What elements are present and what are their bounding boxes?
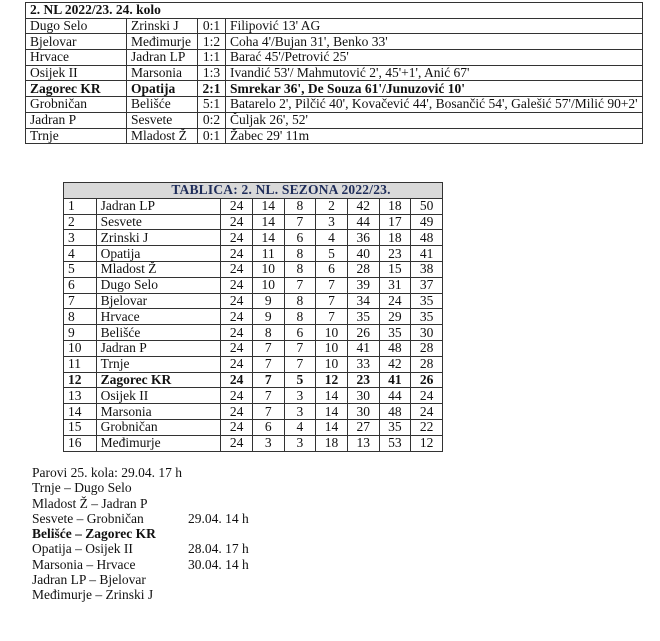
goals-for: 35 — [347, 309, 379, 325]
goals-for: 26 — [347, 325, 379, 341]
away-team: Međimurje — [127, 34, 198, 50]
games-played: 24 — [221, 388, 253, 404]
draws: 6 — [284, 230, 316, 246]
position: 8 — [64, 309, 97, 325]
position: 1 — [64, 198, 97, 214]
losses: 4 — [316, 230, 348, 246]
fixture-teams: Sesvete – Grobničan — [32, 510, 144, 526]
draws: 7 — [284, 277, 316, 293]
standings-row — [64, 388, 443, 404]
goal-scorers: Čuljak 26', 52' — [226, 112, 643, 128]
match-result-row — [26, 112, 643, 128]
games-played: 24 — [221, 340, 253, 356]
goals-against: 23 — [379, 246, 411, 262]
games-played: 24 — [221, 261, 253, 277]
goals-against: 35 — [379, 325, 411, 341]
standings-table — [63, 182, 443, 452]
wins: 14 — [252, 230, 284, 246]
points: 24 — [411, 404, 443, 420]
losses: 10 — [316, 356, 348, 372]
match-result-row — [26, 128, 643, 144]
team-name: Marsonia — [96, 404, 221, 420]
games-played: 24 — [221, 214, 253, 230]
draws: 3 — [284, 404, 316, 420]
standings-row — [64, 230, 443, 246]
team-name: Belišće — [96, 325, 221, 341]
away-team: Opatija — [127, 81, 198, 97]
position: 13 — [64, 388, 97, 404]
draws: 4 — [284, 419, 316, 435]
position: 6 — [64, 277, 97, 293]
results-title: 2. NL 2022/23. 24. kolo — [26, 3, 643, 19]
match-score: 0:1 — [198, 18, 226, 34]
match-score: 0:1 — [198, 128, 226, 144]
wins: 6 — [252, 419, 284, 435]
team-name: Mladost Ž — [96, 261, 221, 277]
home-team: Zagorec KR — [26, 81, 127, 97]
position: 2 — [64, 214, 97, 230]
position: 15 — [64, 419, 97, 435]
draws: 3 — [284, 435, 316, 451]
goals-for: 44 — [347, 214, 379, 230]
team-name: Zagorec KR — [96, 372, 221, 388]
points: 12 — [411, 435, 443, 451]
goals-against: 31 — [379, 277, 411, 293]
goals-for: 42 — [347, 198, 379, 214]
goals-against: 24 — [379, 293, 411, 309]
standings-row — [64, 419, 443, 435]
goals-for: 23 — [347, 372, 379, 388]
match-result-row — [26, 81, 643, 97]
wins: 10 — [252, 261, 284, 277]
wins: 7 — [252, 340, 284, 356]
match-result-row — [26, 34, 643, 50]
standings-row — [64, 340, 443, 356]
goals-against: 29 — [379, 309, 411, 325]
goals-for: 34 — [347, 293, 379, 309]
standings-header-row — [64, 183, 443, 199]
standings-row — [64, 372, 443, 388]
standings-row — [64, 261, 443, 277]
position: 10 — [64, 340, 97, 356]
losses: 14 — [316, 404, 348, 420]
games-played: 24 — [221, 277, 253, 293]
goal-scorers: Barać 45'/Petrović 25' — [226, 50, 643, 66]
away-team: Belišće — [127, 97, 198, 113]
goals-for: 36 — [347, 230, 379, 246]
home-team: Dugo Selo — [26, 18, 127, 34]
position: 12 — [64, 372, 97, 388]
team-name: Dugo Selo — [96, 277, 221, 293]
points: 38 — [411, 261, 443, 277]
fixture-date: 30.04. 14 h — [188, 556, 249, 572]
match-score: 5:1 — [198, 97, 226, 113]
wins: 10 — [252, 277, 284, 293]
games-played: 24 — [221, 230, 253, 246]
games-played: 24 — [221, 356, 253, 372]
standings-row — [64, 198, 443, 214]
games-played: 24 — [221, 325, 253, 341]
wins: 11 — [252, 246, 284, 262]
losses: 5 — [316, 246, 348, 262]
draws: 8 — [284, 246, 316, 262]
fixture-date: 29.04. 14 h — [188, 510, 249, 526]
team-name: Jadran LP — [96, 198, 221, 214]
fixture-teams: Mladost Ž – Jadran P — [32, 495, 148, 511]
team-name: Sesvete — [96, 214, 221, 230]
wins: 3 — [252, 435, 284, 451]
home-team: Osijek II — [26, 65, 127, 81]
points: 50 — [411, 198, 443, 214]
position: 11 — [64, 356, 97, 372]
goals-for: 30 — [347, 388, 379, 404]
match-score: 2:1 — [198, 81, 226, 97]
team-name: Bjelovar — [96, 293, 221, 309]
goal-scorers: Žabec 29' 11m — [226, 128, 643, 144]
fixture-item — [32, 496, 249, 511]
points: 35 — [411, 293, 443, 309]
draws: 5 — [284, 372, 316, 388]
match-result-row — [26, 65, 643, 81]
losses: 14 — [316, 419, 348, 435]
games-played: 24 — [221, 404, 253, 420]
wins: 7 — [252, 404, 284, 420]
wins: 7 — [252, 372, 284, 388]
draws: 6 — [284, 325, 316, 341]
goal-scorers: Filipović 13' AG — [226, 18, 643, 34]
match-score: 1:1 — [198, 50, 226, 66]
away-team: Marsonia — [127, 65, 198, 81]
losses: 10 — [316, 325, 348, 341]
points: 28 — [411, 340, 443, 356]
fixture-item — [32, 480, 249, 495]
home-team: Hrvace — [26, 50, 127, 66]
losses: 7 — [316, 293, 348, 309]
position: 16 — [64, 435, 97, 451]
team-name: Trnje — [96, 356, 221, 372]
draws: 3 — [284, 388, 316, 404]
match-score: 1:3 — [198, 65, 226, 81]
standings-row — [64, 435, 443, 451]
games-played: 24 — [221, 435, 253, 451]
team-name: Grobničan — [96, 419, 221, 435]
goals-for: 33 — [347, 356, 379, 372]
fixtures-heading-text: Parovi 25. kola: 29.04. 17 h — [32, 465, 182, 480]
position: 14 — [64, 404, 97, 420]
wins: 7 — [252, 356, 284, 372]
wins: 9 — [252, 293, 284, 309]
fixture-teams: Belišće – Zagorec KR — [32, 526, 156, 542]
fixtures-heading — [32, 465, 249, 480]
goals-for: 30 — [347, 404, 379, 420]
goal-scorers: Smrekar 36', De Souza 61'/Junuzović 10' — [226, 81, 643, 97]
draws: 8 — [284, 293, 316, 309]
standings-row — [64, 246, 443, 262]
games-played: 24 — [221, 309, 253, 325]
home-team: Grobničan — [26, 97, 127, 113]
goal-scorers: Coha 4'/Bujan 31', Benko 33' — [226, 34, 643, 50]
fixture-teams: Međimurje – Zrinski J — [32, 587, 154, 603]
losses: 14 — [316, 388, 348, 404]
wins: 9 — [252, 309, 284, 325]
results-title-row — [26, 3, 643, 19]
fixture-teams: Marsonia – Hrvace — [32, 556, 136, 572]
draws: 7 — [284, 214, 316, 230]
position: 7 — [64, 293, 97, 309]
home-team: Jadran P — [26, 112, 127, 128]
goals-against: 41 — [379, 372, 411, 388]
games-played: 24 — [221, 246, 253, 262]
goals-against: 18 — [379, 230, 411, 246]
losses: 10 — [316, 340, 348, 356]
wins: 7 — [252, 388, 284, 404]
away-team: Sesvete — [127, 112, 198, 128]
losses: 3 — [316, 214, 348, 230]
team-name: Jadran P — [96, 340, 221, 356]
wins: 14 — [252, 198, 284, 214]
goals-for: 27 — [347, 419, 379, 435]
match-result-row — [26, 97, 643, 113]
standings-row — [64, 356, 443, 372]
fixture-item — [32, 526, 249, 541]
standings-row — [64, 293, 443, 309]
goals-for: 13 — [347, 435, 379, 451]
fixture-item — [32, 587, 249, 602]
losses: 7 — [316, 277, 348, 293]
away-team: Jadran LP — [127, 50, 198, 66]
draws: 8 — [284, 309, 316, 325]
team-name: Međimurje — [96, 435, 221, 451]
home-team: Trnje — [26, 128, 127, 144]
results-table — [25, 2, 643, 144]
standings-row — [64, 404, 443, 420]
losses: 12 — [316, 372, 348, 388]
goals-against: 42 — [379, 356, 411, 372]
draws: 7 — [284, 356, 316, 372]
fixture-item — [32, 557, 249, 572]
team-name: Opatija — [96, 246, 221, 262]
goals-against: 35 — [379, 419, 411, 435]
points: 28 — [411, 356, 443, 372]
losses: 6 — [316, 261, 348, 277]
draws: 8 — [284, 198, 316, 214]
games-played: 24 — [221, 372, 253, 388]
losses: 7 — [316, 309, 348, 325]
goals-against: 53 — [379, 435, 411, 451]
fixture-item — [32, 511, 249, 526]
wins: 8 — [252, 325, 284, 341]
points: 41 — [411, 246, 443, 262]
fixture-item — [32, 572, 249, 587]
fixture-teams: Opatija – Osijek II — [32, 541, 133, 557]
losses: 2 — [316, 198, 348, 214]
team-name: Zrinski J — [96, 230, 221, 246]
standings-title: TABLICA: 2. NL. SEZONA 2022/23. — [64, 183, 443, 199]
points: 48 — [411, 230, 443, 246]
next-round-fixtures — [32, 465, 249, 603]
wins: 14 — [252, 214, 284, 230]
games-played: 24 — [221, 198, 253, 214]
points: 30 — [411, 325, 443, 341]
points: 24 — [411, 388, 443, 404]
goals-for: 39 — [347, 277, 379, 293]
fixture-teams: Jadran LP – Bjelovar — [32, 572, 146, 588]
away-team: Mladost Ž — [127, 128, 198, 144]
match-result-row — [26, 18, 643, 34]
goal-scorers: Ivandić 53'/ Mahmutović 2', 45'+1', Anić 67' — [226, 65, 643, 81]
goals-against: 44 — [379, 388, 411, 404]
goals-for: 28 — [347, 261, 379, 277]
position: 3 — [64, 230, 97, 246]
draws: 7 — [284, 340, 316, 356]
draws: 8 — [284, 261, 316, 277]
match-result-row — [26, 50, 643, 66]
goals-against: 48 — [379, 404, 411, 420]
team-name: Hrvace — [96, 309, 221, 325]
standings-row — [64, 325, 443, 341]
losses: 18 — [316, 435, 348, 451]
goals-against: 18 — [379, 198, 411, 214]
games-played: 24 — [221, 419, 253, 435]
fixture-teams: Trnje – Dugo Selo — [32, 480, 132, 496]
goals-against: 48 — [379, 340, 411, 356]
position: 4 — [64, 246, 97, 262]
position: 9 — [64, 325, 97, 341]
fixture-item — [32, 541, 249, 556]
goals-for: 40 — [347, 246, 379, 262]
points: 22 — [411, 419, 443, 435]
standings-row — [64, 309, 443, 325]
match-score: 0:2 — [198, 112, 226, 128]
away-team: Zrinski J — [127, 18, 198, 34]
points: 26 — [411, 372, 443, 388]
points: 35 — [411, 309, 443, 325]
standings-row — [64, 277, 443, 293]
goals-for: 41 — [347, 340, 379, 356]
goal-scorers: Batarelo 2', Pilčić 40', Kovačević 44', Bosančić 54', Galešić 57'/Milić 90+2' — [226, 97, 643, 113]
points: 49 — [411, 214, 443, 230]
team-name: Osijek II — [96, 388, 221, 404]
goals-against: 15 — [379, 261, 411, 277]
goals-against: 17 — [379, 214, 411, 230]
points: 37 — [411, 277, 443, 293]
position: 5 — [64, 261, 97, 277]
fixture-date: 28.04. 17 h — [188, 541, 249, 557]
games-played: 24 — [221, 293, 253, 309]
home-team: Bjelovar — [26, 34, 127, 50]
standings-row — [64, 214, 443, 230]
match-score: 1:2 — [198, 34, 226, 50]
